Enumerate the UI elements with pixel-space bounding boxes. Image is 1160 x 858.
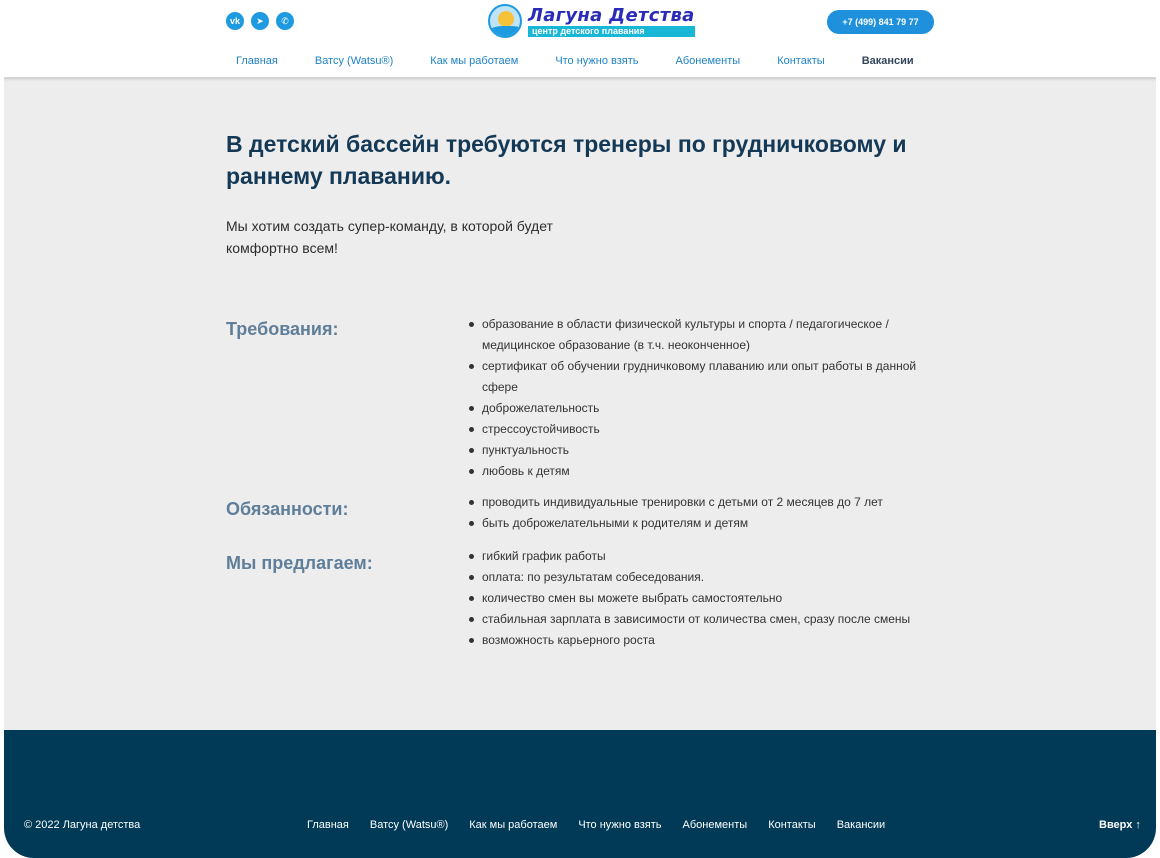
copyright-text: © 2022 Лагуна детства bbox=[24, 819, 141, 831]
footer-nav-item-home[interactable]: Главная bbox=[307, 819, 349, 831]
list-item: быть доброжелательными к родителям и детям bbox=[468, 513, 943, 534]
nav-item-home[interactable]: Главная bbox=[236, 55, 278, 67]
phone-button[interactable]: +7 (499) 841 79 77 bbox=[827, 10, 934, 34]
intro-text: Мы хотим создать супер-команду, в которой будет комфортно всем! bbox=[226, 218, 553, 256]
duties-list bbox=[468, 492, 943, 534]
logo-subtitle: центр детского плавания bbox=[528, 26, 695, 37]
social-links bbox=[226, 12, 294, 30]
offer-heading: Мы предлагаем: bbox=[226, 553, 373, 573]
footer-nav bbox=[307, 819, 906, 831]
nav-item-vacancies[interactable]: Вакансии bbox=[861, 55, 914, 67]
page-title: В детский бассейн требуются тренеры по грудничковому и раннему плаванию. bbox=[226, 131, 907, 189]
list-item: сертификат об обучении грудничковому плаванию или опыт работы в данной сфере bbox=[468, 356, 943, 398]
main-nav bbox=[236, 55, 951, 67]
list-item: количество смен вы можете выбрать самостоятельно bbox=[468, 588, 943, 609]
footer-nav-item-watsu[interactable]: Ватсу (Watsu®) bbox=[369, 819, 449, 831]
page-frame bbox=[4, 0, 1156, 858]
offer-list bbox=[468, 546, 943, 651]
list-item: стрессоустойчивость bbox=[468, 419, 943, 440]
site-header bbox=[4, 0, 1156, 79]
list-item: гибкий график работы bbox=[468, 546, 943, 567]
footer-nav-item-contacts[interactable]: Контакты bbox=[768, 819, 816, 831]
nav-item-contacts[interactable]: Контакты bbox=[777, 55, 825, 67]
nav-item-what-to-bring[interactable]: Что нужно взять bbox=[555, 55, 639, 67]
footer-nav-item-what-to-bring[interactable]: Что нужно взять bbox=[578, 819, 662, 831]
site-footer bbox=[4, 730, 1156, 858]
vk-icon[interactable]: vk bbox=[226, 12, 244, 30]
list-item: любовь к детям bbox=[468, 461, 943, 482]
scroll-top-button[interactable]: Вверх ↑ bbox=[1099, 819, 1141, 831]
logo-emblem-icon bbox=[488, 4, 522, 38]
logo-title: Лагуна Детства bbox=[528, 4, 695, 26]
logo-text bbox=[528, 6, 695, 37]
whatsapp-icon[interactable]: ✆ bbox=[276, 12, 294, 30]
footer-nav-item-vacancies[interactable]: Вакансии bbox=[836, 819, 886, 831]
nav-item-watsu[interactable]: Ватсу (Watsu®) bbox=[314, 55, 394, 67]
list-item: возможность карьерного роста bbox=[468, 630, 943, 651]
footer-nav-item-how-we-work[interactable]: Как мы работаем bbox=[469, 819, 558, 831]
list-item: пунктуальность bbox=[468, 440, 943, 461]
duties-heading: Обязанности: bbox=[226, 499, 349, 519]
requirements-heading: Требования: bbox=[226, 319, 339, 339]
requirements-list bbox=[468, 314, 943, 482]
site-logo[interactable] bbox=[488, 4, 695, 38]
footer-nav-item-subscriptions[interactable]: Абонементы bbox=[682, 819, 748, 831]
nav-item-subscriptions[interactable]: Абонементы bbox=[675, 55, 741, 67]
list-item: оплата: по результатам собеседования. bbox=[468, 567, 943, 588]
list-item: доброжелательность bbox=[468, 398, 943, 419]
list-item: стабильная зарплата в зависимости от количества смен, сразу после смены bbox=[468, 609, 943, 630]
list-item: образование в области физической культуры и спорта / педагогическое / медицинское образование (в т.ч. неоконченное) bbox=[468, 314, 943, 356]
nav-item-how-we-work[interactable]: Как мы работаем bbox=[430, 55, 519, 67]
list-item: проводить индивидуальные тренировки с детьми от 2 месяцев до 7 лет bbox=[468, 492, 943, 513]
telegram-icon[interactable]: ➤ bbox=[251, 12, 269, 30]
